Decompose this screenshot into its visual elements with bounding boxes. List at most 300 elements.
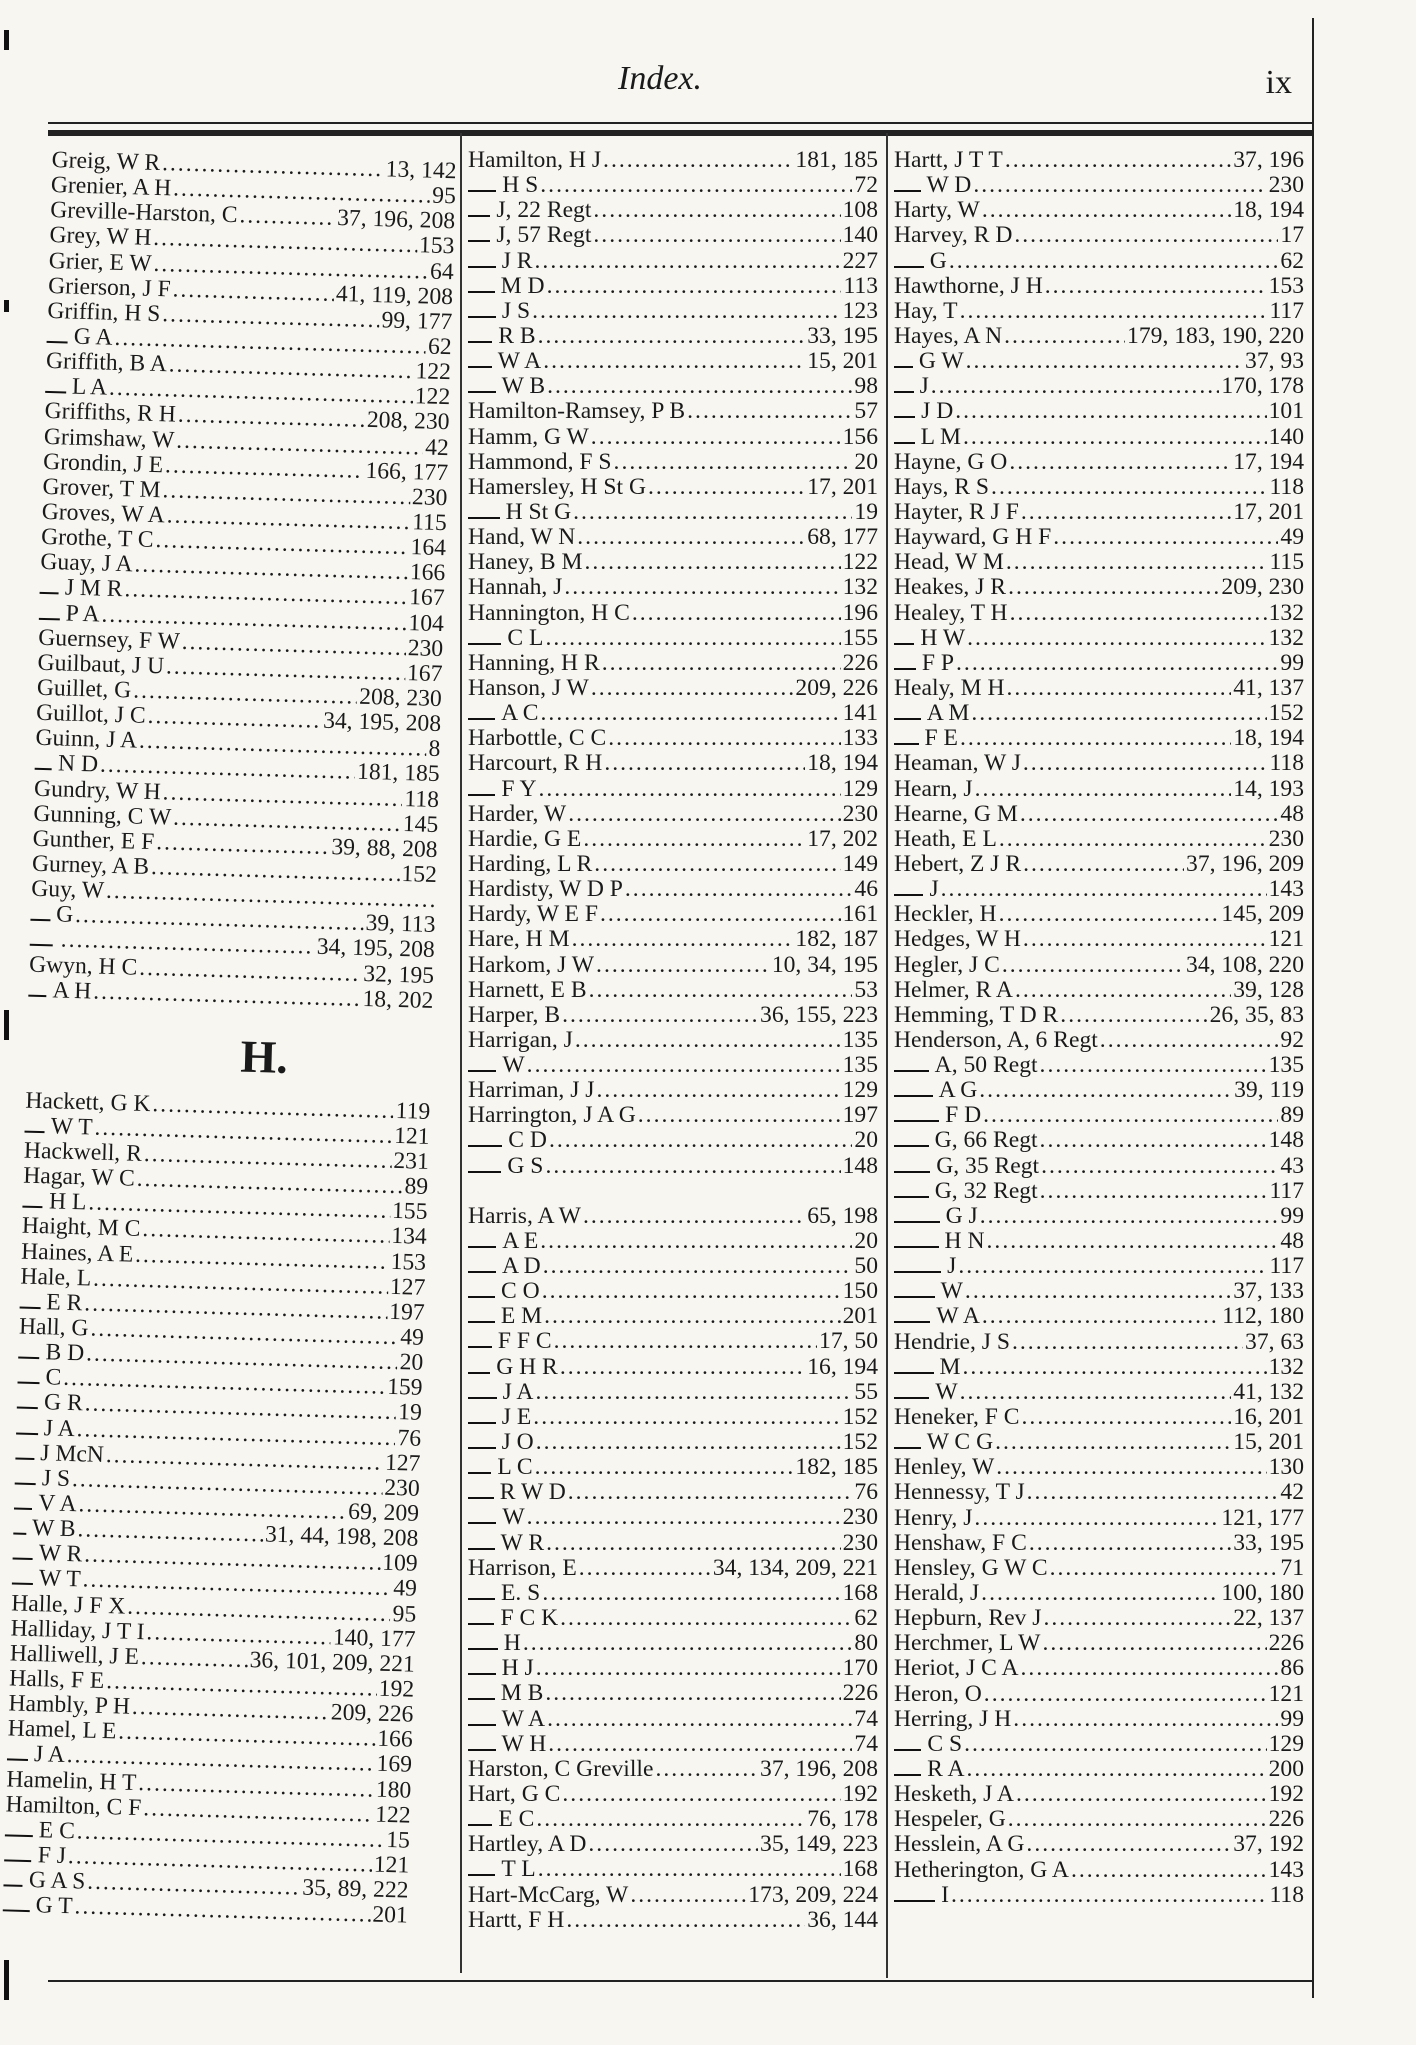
index-entry — [468, 1908, 878, 1933]
ditto-dash — [468, 266, 496, 268]
entry-pages: 8 — [428, 735, 441, 763]
index-entry — [894, 500, 1304, 525]
index-entry — [894, 751, 1304, 776]
entry-name: J S — [41, 1465, 71, 1492]
entry-name: Healy, M H — [894, 674, 1005, 701]
index-entry — [468, 198, 878, 223]
index-entry — [468, 902, 878, 927]
entry-pages: 37, 133 — [1233, 1278, 1304, 1305]
dot-leader — [960, 726, 1231, 751]
ditto-dash — [894, 894, 923, 896]
entry-pages: 226 — [842, 649, 878, 676]
entry-pages: 20 — [399, 1349, 424, 1377]
index-entry — [894, 198, 1304, 223]
entry-pages: 209, 226 — [330, 1699, 414, 1728]
ditto-dash — [7, 1759, 28, 1762]
entry-name: Heckler, H — [894, 901, 997, 928]
entry-name: Hanson, J W — [468, 674, 589, 701]
entry-name: F F C — [497, 1328, 552, 1355]
index-entry — [468, 575, 878, 600]
entry-name: C — [45, 1364, 62, 1392]
index-entry — [468, 1556, 878, 1581]
entry-name: G, 35 Regt — [936, 1152, 1040, 1179]
entry-pages: 152 — [1268, 700, 1304, 727]
ditto-dash — [468, 240, 490, 242]
entry-name: W R — [38, 1540, 83, 1568]
entry-pages: 16, 201 — [1233, 1404, 1304, 1431]
index-entry — [468, 223, 878, 248]
entry-name: Grier, E W — [48, 247, 152, 277]
entry-name: Hebert, Z J R — [894, 850, 1022, 877]
dot-leader — [536, 1656, 841, 1681]
entry-name: Healey, T H — [894, 599, 1008, 626]
index-entry — [894, 1883, 1304, 1908]
entry-name: F D — [945, 1102, 982, 1129]
index-entry — [894, 1807, 1304, 1832]
entry-pages: 16, 194 — [807, 1353, 878, 1380]
dot-leader — [987, 1229, 1279, 1254]
entry-pages: 155 — [391, 1198, 428, 1226]
dot-leader — [984, 1682, 1267, 1707]
ditto-dash — [468, 1171, 501, 1173]
index-entry — [894, 701, 1304, 726]
index-entry — [468, 1279, 878, 1304]
entry-pages: 37, 196, 208 — [760, 1755, 878, 1782]
entry-name: Heriot, J C A — [894, 1655, 1019, 1682]
entry-name: Hay, T — [894, 297, 958, 324]
entry-pages: 35, 89, 222 — [301, 1874, 409, 1904]
ditto-dash — [894, 1196, 929, 1198]
entry-name: Hanning, H R — [468, 649, 600, 676]
index-entry — [468, 1430, 878, 1455]
dot-leader — [541, 701, 841, 726]
entry-name: R B — [498, 322, 536, 349]
dot-leader — [1029, 1531, 1231, 1556]
index-entry — [468, 777, 878, 802]
entry-pages: 31, 44, 198, 208 — [264, 1521, 419, 1552]
dot-leader — [538, 324, 806, 349]
dot-leader — [547, 374, 852, 399]
dot-leader — [982, 1304, 1220, 1329]
index-entry — [894, 274, 1304, 299]
ditto-dash — [15, 1482, 36, 1485]
entry-pages: 197 — [388, 1298, 425, 1326]
entry-pages: 17, 50 — [819, 1328, 878, 1355]
dot-leader — [545, 1681, 840, 1706]
entry-name: Harnett, E B — [468, 976, 587, 1003]
entry-name: Hart, G C — [468, 1781, 561, 1807]
ditto-dash — [468, 1648, 498, 1650]
entry-pages: 37, 196 — [1233, 147, 1304, 173]
dot-leader — [535, 249, 841, 274]
dot-leader — [1100, 1028, 1279, 1053]
entry-pages: 119 — [395, 1097, 431, 1125]
entry-pages: 92 — [1280, 1026, 1304, 1053]
entry-pages: 41, 137 — [1233, 674, 1304, 701]
entry-name: Hardisty, W D P — [468, 876, 623, 903]
index-entry — [894, 349, 1304, 374]
entry-pages: 20 — [854, 448, 878, 475]
entry-pages: 95 — [431, 182, 457, 210]
dot-leader — [981, 1581, 1219, 1606]
index-entry — [894, 1858, 1304, 1883]
entry-pages: 127 — [384, 1449, 421, 1477]
dot-leader — [630, 1883, 746, 1908]
entry-name: Hayward, G H F — [894, 524, 1052, 551]
dot-leader — [547, 274, 842, 299]
dot-leader — [575, 1028, 841, 1053]
index-entry — [468, 1480, 878, 1505]
entry-name: Hartley, A D — [468, 1831, 587, 1858]
entry-pages: 99, 177 — [381, 307, 453, 336]
entry-pages: 173, 209, 224 — [748, 1881, 878, 1908]
dot-leader — [980, 1204, 1279, 1229]
entry-pages: 99 — [1280, 649, 1304, 676]
entry-name: H St G — [505, 498, 572, 525]
dot-leader — [967, 1757, 1267, 1782]
entry-pages: 167 — [408, 584, 445, 612]
ditto-dash — [468, 190, 496, 192]
dot-leader — [1008, 1807, 1267, 1832]
entry-pages: 143 — [1268, 876, 1304, 903]
ditto-dash — [468, 1548, 495, 1550]
entry-pages: 37, 93 — [1245, 348, 1304, 375]
entry-pages: 117 — [1269, 1177, 1304, 1204]
entry-name: C O — [501, 1278, 540, 1305]
index-entry — [468, 1505, 878, 1530]
dot-leader — [1040, 1053, 1267, 1078]
index-entry — [894, 1682, 1304, 1707]
entry-name: A M — [926, 700, 970, 727]
entry-pages: 76 — [397, 1424, 422, 1452]
header-rule-thick — [48, 130, 1312, 136]
entry-name: V A — [37, 1490, 77, 1518]
entry-pages: 145, 209 — [1221, 901, 1304, 928]
index-entry — [894, 1003, 1304, 1028]
index-entry — [468, 1681, 878, 1706]
entry-pages: 48 — [1280, 1228, 1304, 1255]
entry-pages: 71 — [1280, 1554, 1304, 1581]
entry-pages: 121, 177 — [1221, 1504, 1304, 1531]
index-entry — [894, 726, 1304, 751]
entry-name: A D — [502, 1253, 541, 1280]
dot-leader — [564, 575, 840, 600]
ditto-dash — [468, 1824, 492, 1826]
entry-name: Greville-Harston, C — [49, 197, 238, 229]
entry-pages: 17, 201 — [1233, 498, 1304, 525]
index-entry — [468, 1732, 878, 1757]
ditto-dash — [18, 1357, 39, 1360]
dot-leader — [141, 1645, 248, 1673]
index-entry — [894, 299, 1304, 324]
index-entry — [894, 978, 1304, 1003]
entry-pages: 208, 230 — [366, 407, 450, 436]
entry-name: Hetherington, G A — [894, 1856, 1069, 1883]
entry-name: Grierson, J F — [47, 272, 172, 303]
ditto-dash — [894, 366, 913, 368]
index-entry — [894, 1732, 1304, 1757]
entry-pages: 99 — [1280, 1202, 1304, 1229]
entry-pages: 192 — [378, 1675, 415, 1703]
entry-pages: 230 — [842, 800, 878, 827]
entry-name: Hennessy, T J — [894, 1479, 1025, 1506]
entry-name: A, 50 Regt — [934, 1052, 1038, 1079]
index-entry — [894, 575, 1304, 600]
entry-name: Grothe, T C — [40, 523, 154, 554]
entry-pages: 37, 63 — [1245, 1328, 1304, 1355]
entry-name: Guillot, J C — [35, 699, 147, 729]
entry-pages: 62 — [427, 333, 452, 361]
entry-pages: 118 — [404, 785, 440, 813]
dot-leader — [1005, 148, 1231, 173]
entry-name: Heath, E L — [894, 825, 997, 852]
index-entry — [468, 1380, 878, 1405]
entry-name: A C — [501, 700, 539, 727]
entry-pages: 121 — [1268, 1680, 1304, 1707]
dot-leader — [951, 1883, 1267, 1908]
dot-leader — [543, 1254, 853, 1279]
index-entry — [894, 1179, 1304, 1204]
dot-leader — [539, 777, 841, 802]
ditto-dash — [468, 643, 501, 645]
ditto-dash — [12, 1583, 33, 1586]
entry-name: Heaman, W J — [894, 750, 1021, 777]
entry-name: Halle, J F X — [10, 1590, 126, 1620]
dot-leader — [593, 198, 840, 223]
dot-leader — [982, 198, 1231, 223]
entry-pages: 17, 202 — [807, 825, 878, 852]
entry-name: M — [939, 1353, 961, 1380]
dot-leader — [1013, 1707, 1278, 1732]
entry-name: E R — [45, 1289, 83, 1317]
ditto-dash — [894, 1900, 935, 1902]
entry-pages: 48 — [1280, 800, 1304, 827]
ditto-dash — [22, 1206, 43, 1209]
index-entry — [468, 978, 878, 1003]
index-entry — [894, 1556, 1304, 1581]
index-entry — [894, 1531, 1304, 1556]
entry-pages: 57 — [854, 398, 878, 425]
ditto-dash — [894, 1120, 939, 1122]
dot-leader — [941, 877, 1267, 902]
index-entry — [468, 651, 878, 676]
entry-pages: 49 — [399, 1324, 425, 1351]
index-entry — [894, 953, 1304, 978]
index-entry — [468, 1531, 878, 1556]
entry-name: Harrigan, J — [468, 1026, 573, 1053]
entry-name: Harston, C Greville — [468, 1755, 654, 1782]
index-entry — [468, 1254, 878, 1279]
index-page — [5, 18, 1314, 1998]
index-column-2 — [468, 148, 878, 1933]
dot-leader — [960, 299, 1268, 324]
entry-pages: 181, 185 — [356, 759, 441, 788]
index-entry — [468, 726, 878, 751]
entry-pages: 200 — [1268, 1756, 1304, 1782]
entry-pages: 148 — [842, 1152, 878, 1179]
entry-name: E M — [500, 1303, 543, 1330]
entry-pages: 192 — [842, 1781, 878, 1807]
entry-pages: 13, 142 — [385, 156, 457, 185]
entry-pages: 226 — [842, 1680, 878, 1707]
ditto-dash — [894, 1321, 930, 1323]
entry-pages: 104 — [408, 609, 445, 637]
entry-name: Hannah, J — [468, 574, 563, 601]
entry-name: Hardy, W E F — [468, 901, 598, 928]
index-entry — [894, 1229, 1304, 1254]
ditto-dash — [894, 1296, 935, 1298]
entry-name: Hemming, T D R — [894, 1001, 1059, 1028]
index-entry — [468, 1028, 878, 1053]
index-entry — [894, 676, 1304, 701]
entry-name: G W — [918, 348, 964, 375]
ditto-dash — [468, 1145, 502, 1147]
dot-leader — [594, 852, 840, 877]
dot-leader — [1043, 1606, 1231, 1631]
entry-pages: 49 — [392, 1575, 418, 1603]
dot-leader — [538, 1857, 841, 1882]
entry-pages: 100, 180 — [1221, 1580, 1304, 1607]
dot-leader — [545, 1154, 840, 1179]
dot-leader — [596, 953, 770, 978]
dot-leader — [523, 1631, 853, 1656]
entry-name: Hegler, J C — [894, 951, 1000, 978]
entry-name: J — [947, 1253, 957, 1280]
entry-pages: 201 — [842, 1303, 878, 1330]
entry-pages: 121 — [393, 1122, 430, 1150]
index-entry — [894, 525, 1304, 550]
ditto-dash — [468, 1522, 496, 1524]
entry-pages: 132 — [1268, 599, 1304, 626]
entry-pages: 68, 177 — [807, 524, 878, 551]
entry-name: Heakes, J R — [894, 574, 1007, 601]
entry-name: R A — [927, 1756, 965, 1782]
entry-name: Guilbaut, J U — [37, 649, 165, 680]
index-entry — [894, 1480, 1304, 1505]
entry-name: J McN — [39, 1439, 105, 1468]
dot-leader — [1042, 1631, 1266, 1656]
dot-leader — [545, 626, 840, 651]
index-entry — [894, 1204, 1304, 1229]
index-entry — [468, 877, 878, 902]
index-column-3 — [894, 148, 1304, 1908]
entry-pages: 32, 195 — [362, 960, 435, 989]
entry-pages: 19 — [397, 1399, 423, 1427]
index-entry — [468, 475, 878, 500]
entry-name: G, 66 Regt — [934, 1127, 1038, 1154]
entry-name: Hayter, R J F — [894, 498, 1019, 525]
dot-leader — [542, 1581, 840, 1606]
entry-name: Hesketh, J A — [894, 1781, 1014, 1808]
dot-leader — [996, 1455, 1266, 1480]
entry-name: Heneker, F C — [894, 1404, 1020, 1431]
ditto-dash — [894, 1271, 941, 1273]
dot-leader — [608, 726, 840, 751]
entry-pages: 129 — [842, 1077, 878, 1104]
dot-leader — [584, 550, 840, 575]
index-entry — [468, 626, 878, 651]
dot-leader — [1053, 525, 1278, 550]
entry-pages: 161 — [842, 901, 878, 928]
dot-leader — [1023, 852, 1184, 877]
ditto-dash — [30, 944, 53, 947]
entry-name: G R — [43, 1389, 84, 1417]
entry-pages: 36, 155, 223 — [760, 1001, 878, 1028]
index-entry — [468, 1329, 878, 1354]
entry-name: W A — [501, 1705, 546, 1732]
dot-leader — [991, 475, 1267, 500]
index-entry — [468, 550, 878, 575]
entry-name: H — [503, 1630, 521, 1657]
entry-pages: 169 — [376, 1751, 413, 1779]
ditto-dash — [894, 1145, 929, 1147]
dot-leader — [931, 374, 1220, 399]
entry-name: Halliday, J T I — [10, 1615, 145, 1645]
dot-leader — [1021, 500, 1231, 525]
index-entry — [894, 927, 1304, 952]
entry-name: L M — [920, 423, 962, 450]
page-title: Index. — [618, 60, 703, 97]
entry-pages: 231 — [393, 1147, 430, 1175]
dot-leader — [540, 1229, 852, 1254]
index-entry — [894, 148, 1304, 173]
ditto-dash — [17, 1407, 38, 1410]
entry-name: Grimshaw, W — [43, 423, 175, 454]
index-entry — [468, 399, 878, 424]
entry-name: Guy, W — [30, 875, 105, 904]
entry-pages: 209, 226 — [795, 674, 878, 701]
entry-pages: 226 — [1268, 1806, 1304, 1833]
index-entry — [894, 626, 1304, 651]
entry-name: Griffin, H S — [47, 297, 161, 327]
entry-name: Gunther, E F — [32, 825, 155, 855]
ditto-dash — [894, 643, 914, 645]
ditto-dash — [468, 1271, 496, 1273]
entry-pages: 132 — [1268, 624, 1304, 651]
index-entry — [894, 1128, 1304, 1153]
dot-leader — [963, 1355, 1267, 1380]
dot-leader — [625, 877, 853, 902]
entry-name: N D — [57, 750, 99, 778]
entry-name: L C — [497, 1454, 533, 1481]
ditto-dash — [894, 1171, 930, 1173]
entry-name: W — [502, 1504, 525, 1531]
entry-pages: 37, 192 — [1233, 1831, 1304, 1858]
ditto-dash — [20, 1306, 41, 1309]
entry-pages: 167 — [406, 659, 443, 687]
dot-leader — [1040, 1128, 1267, 1153]
entry-pages: 145 — [402, 810, 439, 838]
entry-pages: 118 — [1269, 473, 1304, 500]
index-entry — [468, 425, 878, 450]
index-entry — [894, 1606, 1304, 1631]
entry-pages: 155 — [842, 624, 878, 651]
entry-name: H L — [48, 1188, 87, 1216]
dot-leader — [577, 525, 805, 550]
entry-name: W A — [497, 348, 542, 375]
entry-name: Halls, F E — [8, 1665, 105, 1695]
entry-name: Grover, T M — [42, 473, 161, 503]
index-entry — [468, 751, 878, 776]
entry-name: Henderson, A, 6 Regt — [894, 1026, 1098, 1053]
entry-pages: 95 — [392, 1600, 417, 1628]
ditto-dash — [894, 416, 915, 418]
entry-pages: 18, 194 — [807, 750, 878, 777]
entry-pages: 168 — [842, 1579, 878, 1606]
entry-name: Hale, L — [20, 1263, 92, 1292]
entry-name: Harrison, E — [468, 1554, 577, 1581]
entry-name: Griffith, B A — [45, 348, 168, 378]
